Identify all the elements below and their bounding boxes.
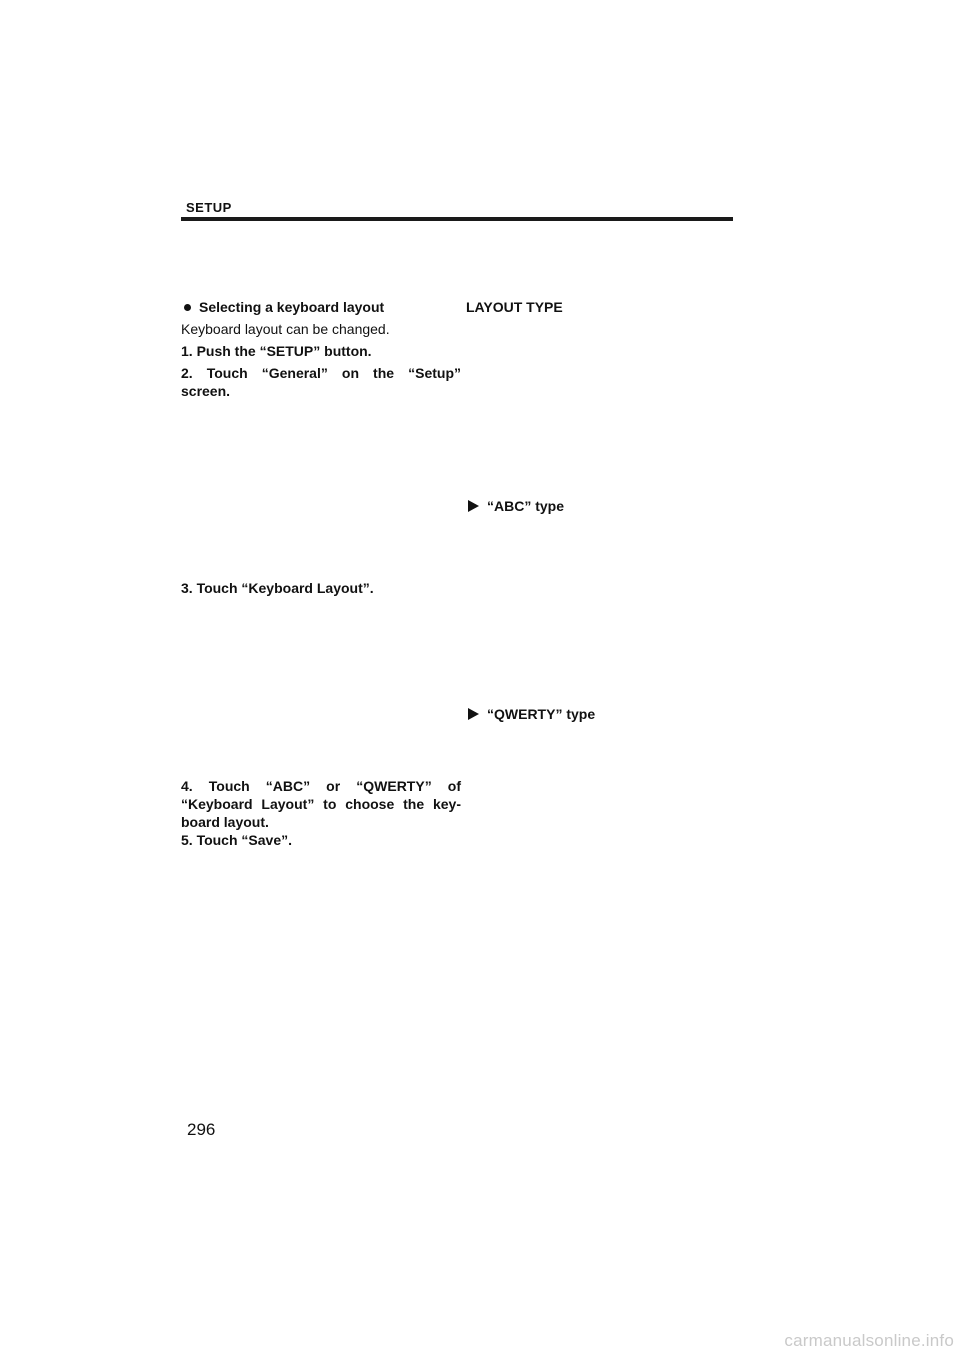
triangle-right-icon	[468, 500, 479, 512]
step-3: 3. Touch “Keyboard Layout”.	[181, 580, 374, 596]
step-4-line-2: “Keyboard Layout” to choose the key-	[181, 796, 461, 812]
subheading	[181, 298, 461, 316]
step-2: 2. Touch “General” on the “Setup” screen.	[181, 365, 461, 399]
step-4-line-1: 4. Touch “ABC” or “QWERTY” of	[181, 778, 461, 794]
step-4	[181, 777, 461, 831]
header-divider	[181, 217, 733, 221]
qwerty-type-text: “QWERTY” type	[487, 706, 596, 722]
section-header: SETUP	[186, 200, 232, 215]
intro-text: Keyboard layout can be changed.	[181, 321, 390, 337]
bullet-icon	[184, 304, 191, 311]
layout-type-heading: LAYOUT TYPE	[466, 299, 563, 315]
qwerty-type-label	[466, 705, 736, 723]
page-number: 296	[187, 1120, 216, 1139]
step-4-line-3: board layout.	[181, 814, 269, 830]
step-1: 1. Push the “SETUP” button.	[181, 343, 372, 359]
watermark: carmanualsonline.info	[784, 1331, 954, 1350]
abc-type-text: “ABC” type	[487, 498, 565, 514]
step-5: 5. Touch “Save”.	[181, 832, 292, 848]
triangle-right-icon	[468, 708, 479, 720]
subheading-text: Selecting a keyboard layout	[199, 299, 385, 315]
abc-type-label	[466, 497, 736, 515]
